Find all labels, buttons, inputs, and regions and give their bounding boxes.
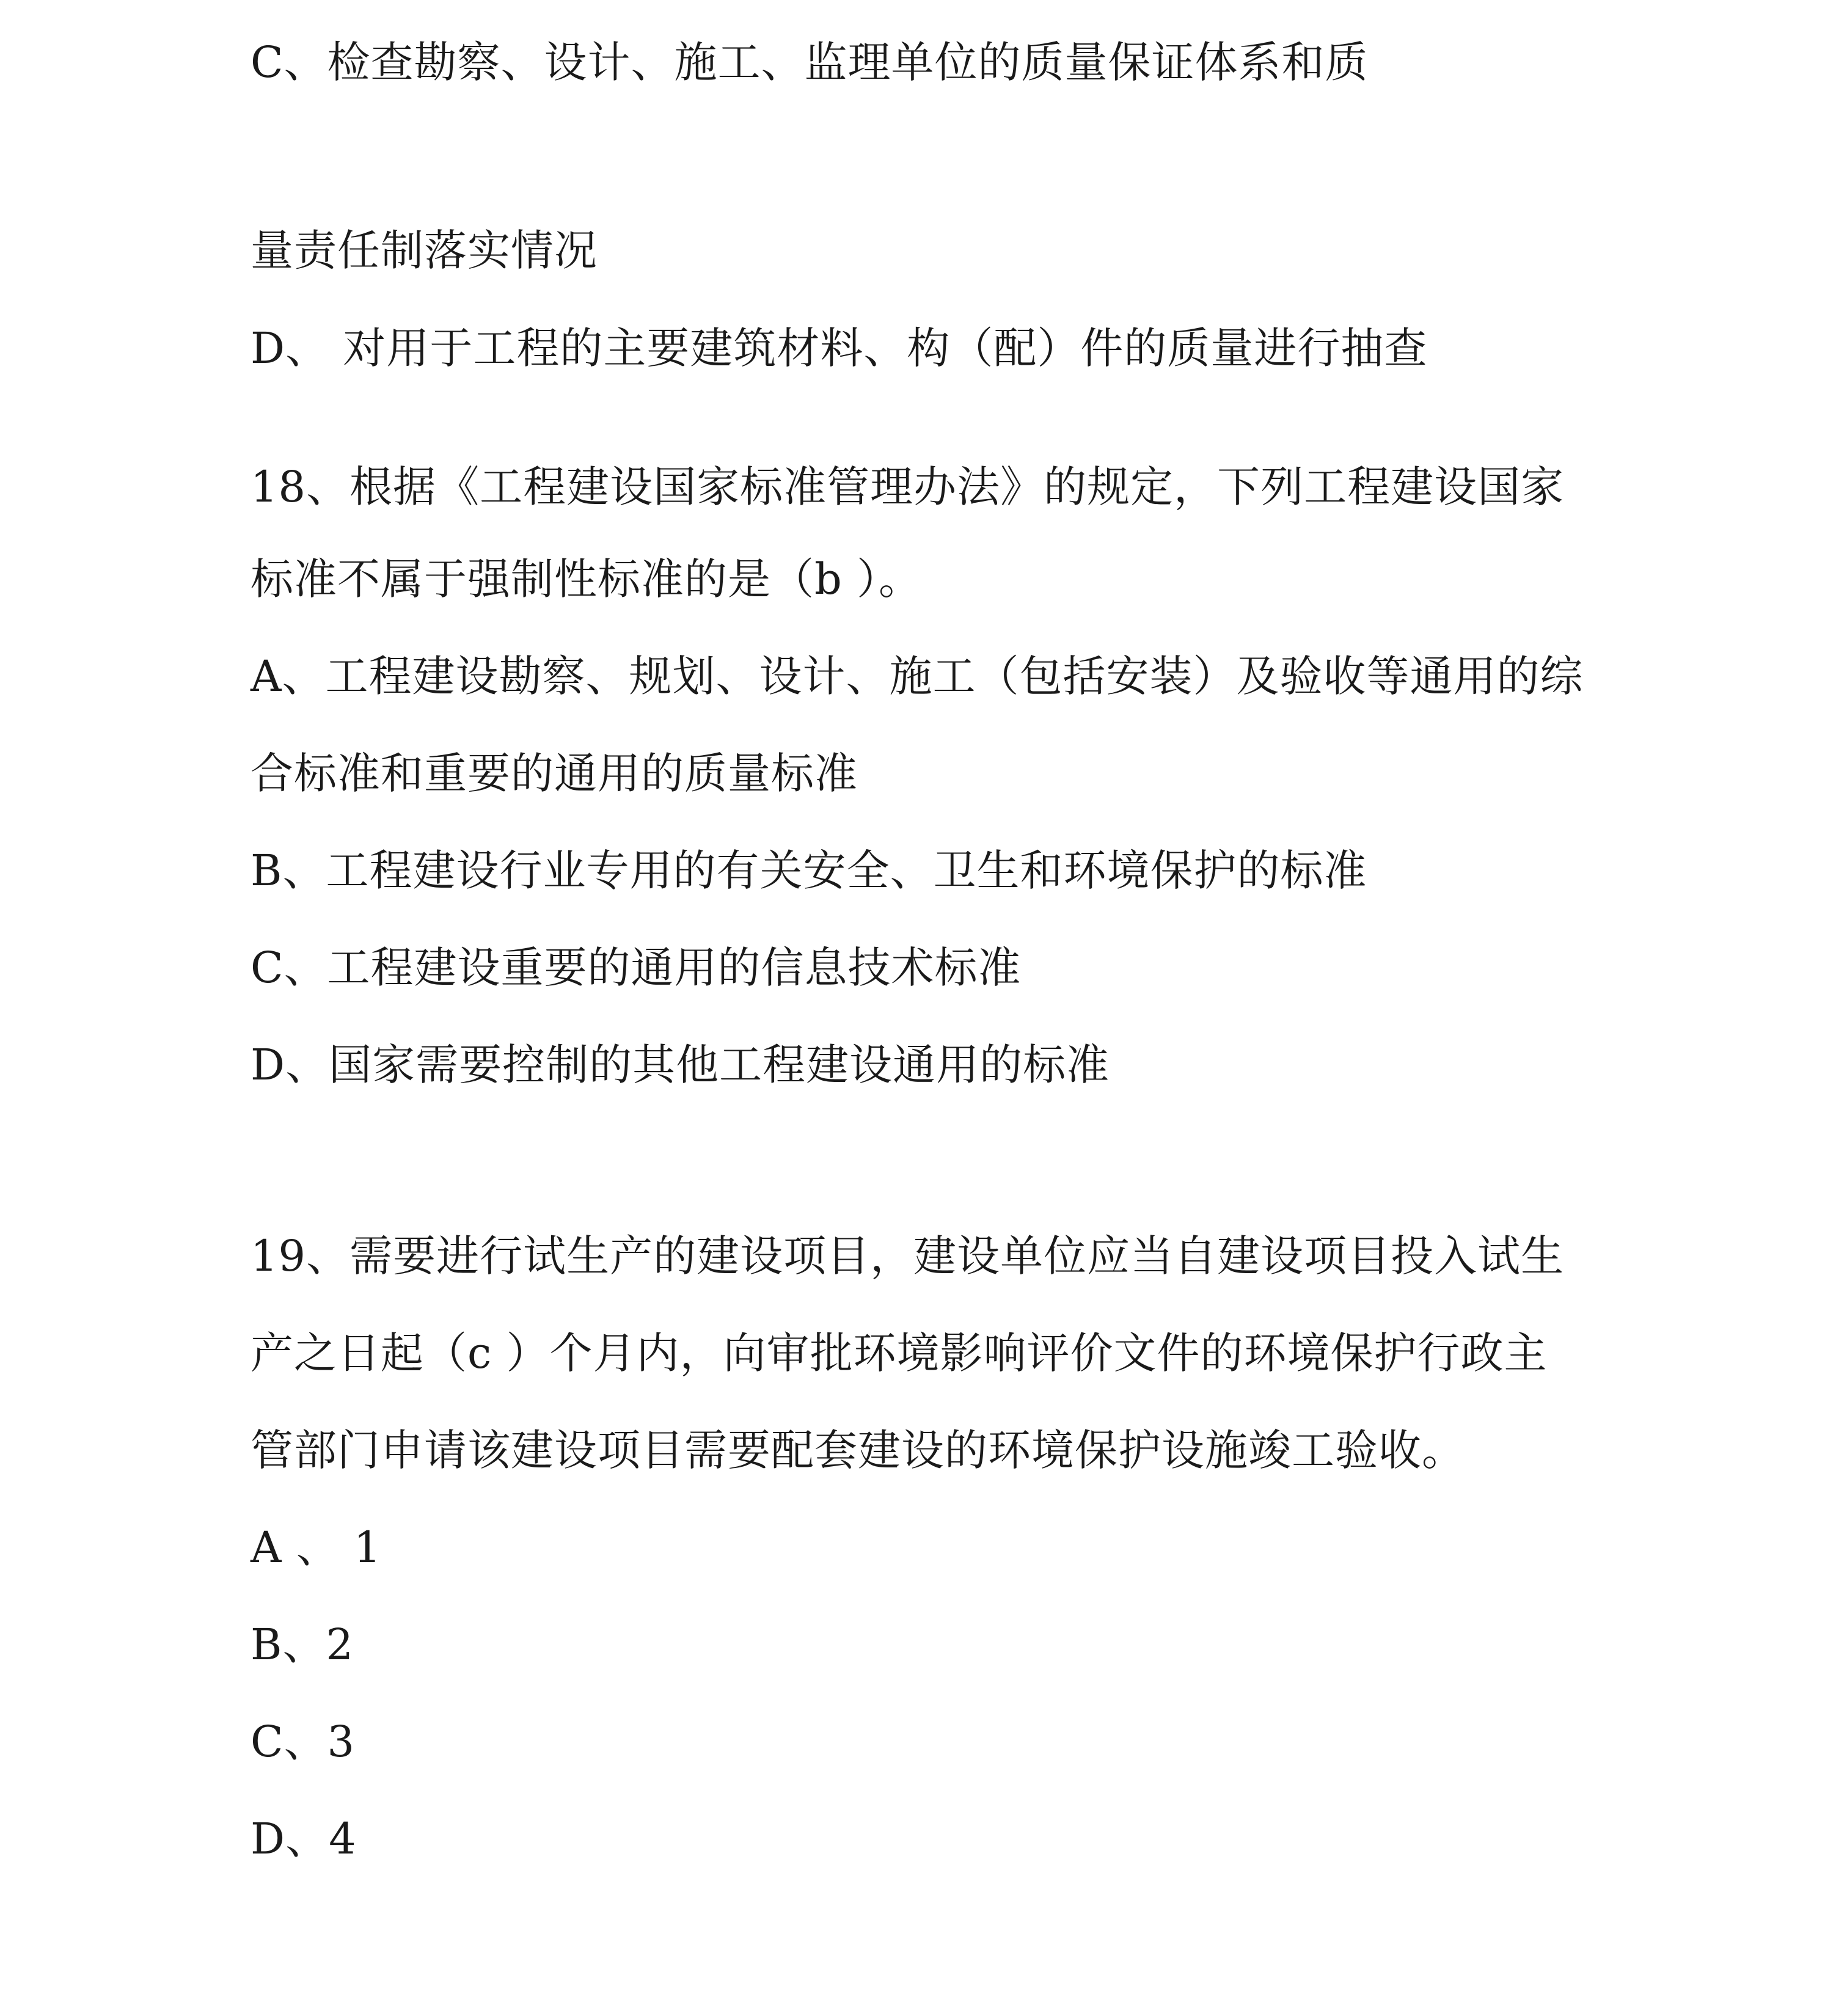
q17-option-d: D、 对用于工程的主要建筑材料、构（配）件的质量进行抽查 xyxy=(251,323,1428,373)
q18-option-a-line2: 合标准和重要的通用的质量标准 xyxy=(251,748,858,798)
q19-option-c: C、3 xyxy=(251,1717,356,1767)
q19-option-d: D、4 xyxy=(251,1814,357,1864)
q19-question-line2: 产之日起（c ）个月内，向审批环境影响评价文件的环境保护行政主 xyxy=(251,1328,1548,1378)
q18-option-d: D、国家需要控制的其他工程建设通用的标准 xyxy=(251,1040,1110,1090)
q17-option-c-line1: C、检查勘察、设计、施工、监理单位的质量保证体系和质 xyxy=(251,37,1369,87)
q18-option-b: B、工程建设行业专用的有关安全、卫生和环境保护的标准 xyxy=(251,845,1367,896)
q18-question-line2: 标准不属于强制性标准的是（b ）。 xyxy=(251,554,923,604)
q18-option-a-line1: A、工程建设勘察、规划、设计、施工（包括安装）及验收等通用的综 xyxy=(251,651,1584,701)
q19-option-b: B、2 xyxy=(251,1620,354,1670)
q19-option-a: A 、 1 xyxy=(251,1522,382,1572)
q19-question-line3: 管部门申请该建设项目需要配套建设的环境保护设施竣工验收。 xyxy=(251,1425,1465,1475)
q18-option-c: C、工程建设重要的通用的信息技术标准 xyxy=(251,943,1022,993)
q17-option-c-line2: 量责任制落实情况 xyxy=(251,225,598,276)
q19-question-line1: 19、需要进行试生产的建设项目，建设单位应当自建设项目投入试生 xyxy=(251,1231,1565,1281)
q18-question-line1: 18、根据《工程建设国家标准管理办法》的规定，下列工程建设国家 xyxy=(251,462,1565,512)
